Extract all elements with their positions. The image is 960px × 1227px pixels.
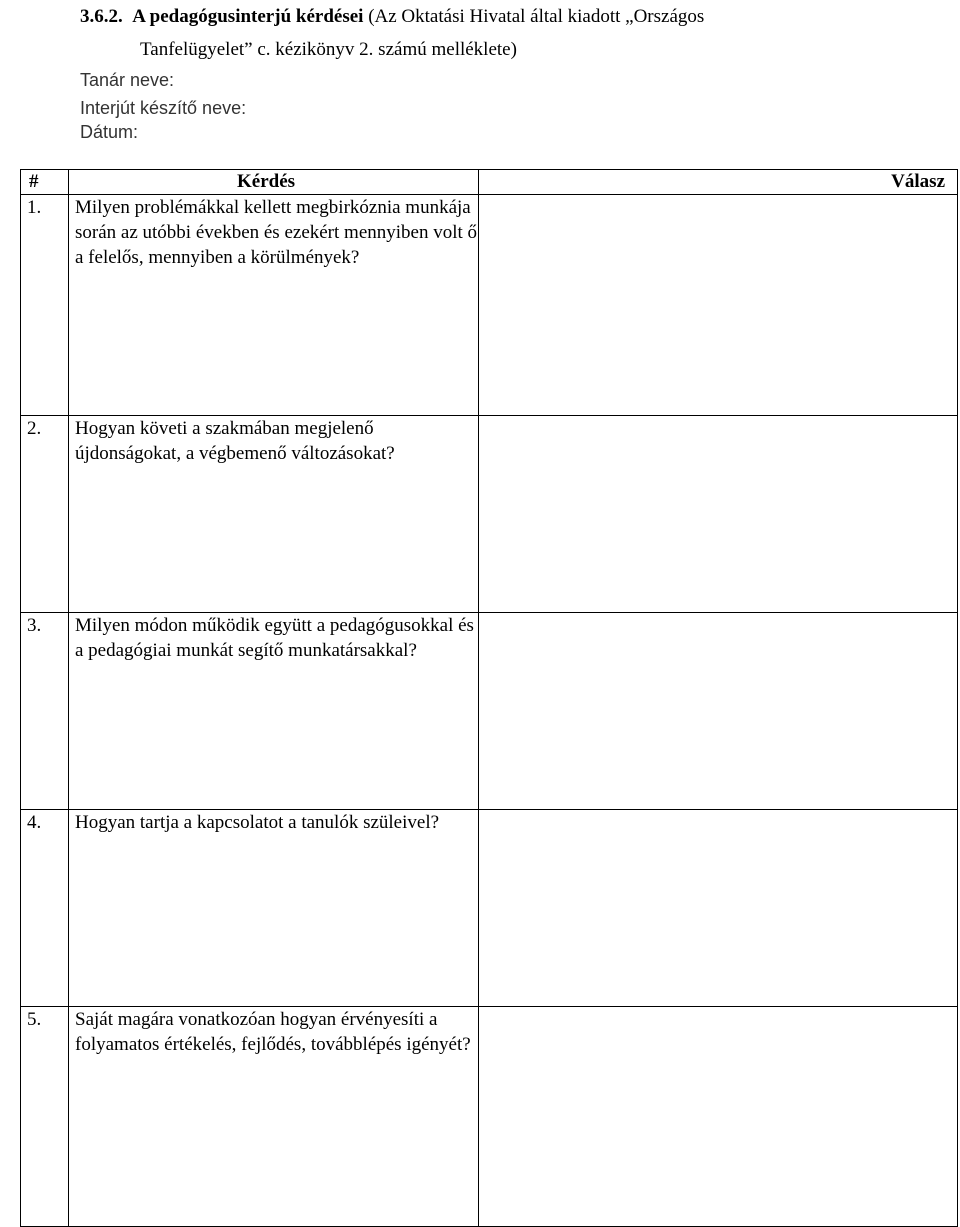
- table-header-row: [21, 170, 958, 195]
- header-number: #: [21, 170, 69, 195]
- row-number: 1.: [21, 195, 69, 416]
- section-number: 3.6.2.: [80, 6, 123, 27]
- answer-cell[interactable]: [479, 613, 958, 810]
- table-row: [21, 416, 958, 613]
- row-number: 2.: [21, 416, 69, 613]
- header-answer: Válasz: [479, 170, 958, 195]
- header-question: Kérdés: [69, 170, 479, 195]
- teacher-name-label: Tanár neve:: [80, 70, 175, 90]
- answer-cell[interactable]: [479, 1007, 958, 1227]
- answer-cell[interactable]: [479, 416, 958, 613]
- row-number: 4.: [21, 810, 69, 1007]
- answer-cell[interactable]: [479, 810, 958, 1007]
- table-row: [21, 810, 958, 1007]
- table-row: [21, 1007, 958, 1227]
- row-question: Saját magára vonatkozóan hogyan érvényesíti a folyamatos értékelés, fejlődés, továbblépés igényét?: [69, 1007, 479, 1227]
- row-question: Hogyan tartja a kapcsolatot a tanulók szüleivel?: [69, 810, 479, 1007]
- row-question: Milyen problémákkal kellett megbirkóznia munkája során az utóbbi években és ezekért mennyiben volt ő a felelős, mennyiben a körülmények?: [69, 195, 479, 416]
- heading-line-2: Tanfelügyelet” c. kézikönyv 2. számú melléklete): [140, 39, 517, 60]
- heading-line-1: [80, 0, 940, 33]
- row-number: 5.: [21, 1007, 69, 1227]
- section-heading: [80, 0, 940, 66]
- section-title: A pedagógusinterjú kérdései: [132, 6, 364, 27]
- answer-cell[interactable]: [479, 195, 958, 416]
- table-row: [21, 195, 958, 416]
- interviewer-name-label: Interjút készítő neve:: [80, 98, 247, 118]
- row-number: 3.: [21, 613, 69, 810]
- date-label: Dátum:: [80, 122, 139, 142]
- row-question: Milyen módon működik együtt a pedagógusokkal és a pedagógiai munkát segítő munkatársakkal?: [69, 613, 479, 810]
- table-row: [21, 613, 958, 810]
- interview-table: [20, 169, 958, 1227]
- row-question: Hogyan követi a szakmában megjelenő újdonságokat, a végbemenő változásokat?: [69, 416, 479, 613]
- section-title-rest: (Az Oktatási Hivatal által kiadott „Országos: [363, 6, 705, 27]
